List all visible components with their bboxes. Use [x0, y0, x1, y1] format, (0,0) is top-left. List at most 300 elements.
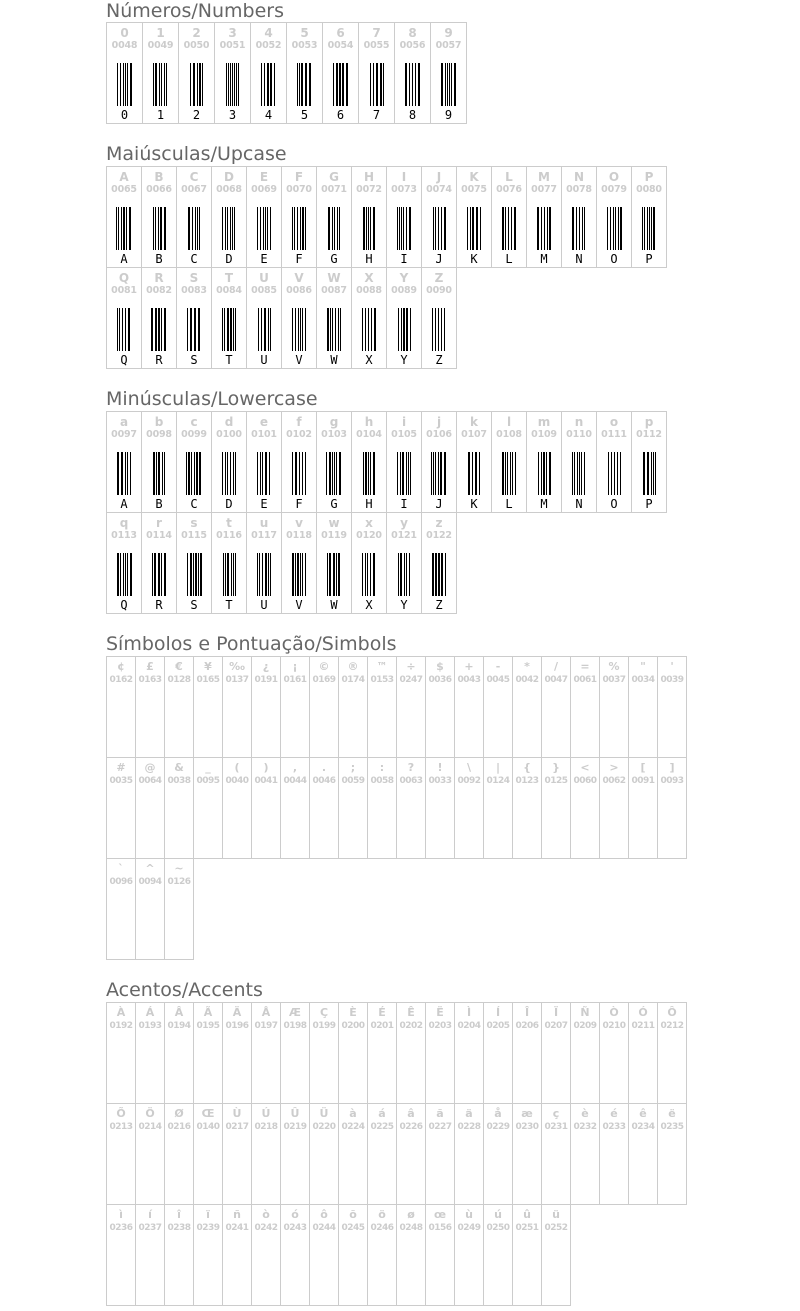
- barcode-bar: [117, 308, 118, 351]
- char-code: 0219: [283, 1122, 307, 1132]
- char-code: 0095: [196, 776, 220, 786]
- character-label: ;: [350, 761, 356, 774]
- barcode-bar: [547, 207, 548, 250]
- barcode-bar: [406, 553, 407, 596]
- barcode-bar: [305, 452, 306, 495]
- character-label: ñ: [233, 1208, 241, 1221]
- barcode-bar: [440, 452, 442, 495]
- char-code: 0205: [486, 1021, 510, 1031]
- glyph-cell: [351, 411, 387, 513]
- char-code: 0115: [181, 530, 207, 541]
- glyph-cell: [164, 656, 194, 758]
- glyph-cell: [541, 757, 571, 859]
- barcode-bar: [435, 207, 436, 250]
- barcode-bar: [121, 207, 122, 250]
- barcode-bar: [265, 207, 266, 250]
- character-label: y: [400, 516, 408, 530]
- char-code: 0108: [496, 429, 522, 440]
- char-code: 0083: [181, 285, 207, 296]
- glyph-cell: [211, 267, 247, 369]
- character-label: j: [436, 415, 442, 429]
- barcode-sample: [142, 207, 176, 250]
- char-code: 0204: [457, 1021, 481, 1031]
- barcode-bar: [125, 553, 126, 596]
- barcode-bar: [467, 207, 468, 250]
- barcode-bar: [479, 452, 480, 495]
- glyph-cell: [596, 166, 632, 268]
- barcode-sample: [422, 553, 456, 596]
- barcode-bar: [409, 63, 410, 106]
- barcode-sample: [282, 553, 316, 596]
- barcode-bar: [332, 308, 333, 351]
- barcode-bar: [415, 63, 416, 106]
- barcode-bar: [363, 452, 364, 495]
- character-label: Å: [261, 1006, 271, 1019]
- barcode-bar: [336, 452, 337, 495]
- barcode-bar: [572, 207, 574, 250]
- character-label: H: [363, 170, 375, 184]
- barcode-bar: [610, 207, 611, 250]
- barcode-bar: [613, 207, 614, 250]
- barcode-bar: [292, 553, 294, 596]
- barcode-bar: [159, 63, 160, 106]
- glyph-cell: [396, 757, 426, 859]
- barcode-bar: [230, 308, 232, 351]
- barcode-caption: 2: [192, 108, 201, 122]
- char-code: 0049: [147, 40, 174, 51]
- glyph-cell: [541, 1204, 571, 1306]
- barcode-bar: [233, 553, 234, 596]
- barcode-sample: [387, 207, 421, 250]
- barcode-sample: [142, 452, 176, 495]
- glyph-cell: [526, 411, 562, 513]
- glyph-cell: [141, 267, 177, 369]
- glyph-cell: [628, 757, 658, 859]
- glyph-cell: [512, 1002, 542, 1104]
- character-label: (: [234, 761, 240, 774]
- char-code: 0125: [544, 776, 568, 786]
- section-title-accents: Acentos/Accents: [106, 979, 263, 1001]
- barcode-bar: [161, 553, 162, 596]
- barcode-bar: [346, 63, 348, 106]
- barcode-bar: [544, 207, 545, 250]
- character-label: ¥: [204, 660, 212, 673]
- barcode-bar: [449, 63, 450, 106]
- barcode-bar: [362, 553, 363, 596]
- barcode-bar: [338, 308, 339, 351]
- barcode-caption: C: [190, 497, 198, 511]
- character-label: 1: [156, 26, 165, 40]
- glyph-cell: [386, 512, 422, 614]
- barcode-caption: D: [225, 252, 233, 266]
- character-label: ê: [639, 1107, 647, 1120]
- glyph-cell: [106, 22, 143, 124]
- character-label: ®: [347, 660, 359, 673]
- char-code: 0202: [399, 1021, 423, 1031]
- barcode-sample: [352, 452, 386, 495]
- glyph-cell: [280, 1103, 310, 1205]
- character-label: P: [644, 170, 654, 184]
- barcode-bar: [265, 553, 267, 596]
- glyph-cell: [454, 1002, 484, 1104]
- char-code: 0092: [457, 776, 481, 786]
- char-code: 0227: [428, 1122, 452, 1132]
- barcode-bar: [257, 452, 258, 495]
- character-label: 2: [192, 26, 201, 40]
- glyph-cell: [351, 166, 387, 268]
- glyph-cell: [211, 411, 247, 513]
- char-code: 0119: [321, 530, 347, 541]
- barcode-bar: [230, 452, 231, 495]
- barcode-sample: [107, 452, 141, 495]
- char-code: 0238: [167, 1223, 191, 1233]
- barcode-caption: O: [610, 497, 618, 511]
- barcode-bar: [299, 63, 300, 106]
- barcode-bar: [579, 452, 580, 495]
- barcode-bar: [192, 207, 193, 250]
- character-label: Ø: [174, 1107, 184, 1120]
- barcode-caption: F: [295, 252, 303, 266]
- barcode-bar: [472, 452, 473, 495]
- char-code: 0195: [196, 1021, 220, 1031]
- character-label: Ó: [638, 1006, 648, 1019]
- barcode-bar: [451, 63, 452, 106]
- barcode-bar: [186, 452, 187, 495]
- char-code: 0040: [225, 776, 249, 786]
- barcode-bar: [153, 452, 155, 495]
- barcode-caption: Q: [120, 598, 128, 612]
- barcode-bar: [160, 207, 162, 250]
- barcode-bar: [116, 207, 117, 250]
- glyph-cell: [367, 656, 397, 758]
- barcode-bar: [295, 308, 296, 351]
- glyph-cell: [280, 656, 310, 758]
- character-label: ?: [407, 761, 415, 774]
- char-code: 0087: [321, 285, 347, 296]
- glyph-cell: [193, 656, 223, 758]
- barcode-bar: [127, 452, 128, 495]
- barcode-bar: [257, 553, 258, 596]
- barcode-bar: [194, 452, 195, 495]
- glyph-cell: [106, 1204, 136, 1306]
- char-code: 0054: [327, 40, 354, 51]
- barcode-bar: [373, 207, 375, 250]
- glyph-cell: [657, 1103, 687, 1205]
- barcode-sample: [359, 63, 394, 106]
- glyph-cell: [367, 757, 397, 859]
- character-label: \: [466, 761, 472, 774]
- char-code: 0097: [111, 429, 137, 440]
- character-label: M: [538, 170, 550, 184]
- barcode-sample: [177, 308, 211, 351]
- barcode-bar: [647, 207, 648, 250]
- char-code: 0113: [111, 530, 137, 541]
- char-code: 0231: [544, 1122, 568, 1132]
- barcode-bar: [130, 63, 132, 106]
- barcode-bar: [476, 207, 478, 250]
- barcode-bar: [153, 207, 154, 250]
- barcode-caption: J: [435, 497, 443, 511]
- barcode-bar: [270, 63, 272, 106]
- barcode-bar: [438, 553, 440, 596]
- barcode-sample: [562, 452, 596, 495]
- barcode-bar: [410, 452, 411, 495]
- char-code: 0140: [196, 1122, 220, 1132]
- glyph-cell: [599, 757, 629, 859]
- character-label: I: [401, 170, 407, 184]
- character-label: _: [205, 761, 211, 774]
- character-label: 3: [228, 26, 237, 40]
- character-label: i: [401, 415, 407, 429]
- barcode-caption: R: [155, 353, 163, 367]
- glyph-cell: [425, 656, 455, 758]
- character-label: G: [329, 170, 339, 184]
- barcode-bar: [339, 207, 340, 250]
- barcode-caption: U: [260, 598, 268, 612]
- barcode-bar: [233, 452, 234, 495]
- barcode-bar: [200, 553, 202, 596]
- barcode-bar: [158, 308, 160, 351]
- glyph-cell: [570, 656, 600, 758]
- character-label: N: [573, 170, 585, 184]
- barcode-caption: 1: [156, 108, 165, 122]
- char-code: 0165: [196, 675, 220, 685]
- char-code: 0206: [515, 1021, 539, 1031]
- barcode-bar: [300, 308, 301, 351]
- char-code: 0226: [399, 1122, 423, 1132]
- barcode-sample: [395, 63, 430, 106]
- barcode-bar: [408, 452, 409, 495]
- character-label: ã: [436, 1107, 444, 1120]
- char-code: 0089: [391, 285, 417, 296]
- glyph-cell: [338, 1103, 368, 1205]
- barcode-caption: H: [365, 497, 373, 511]
- char-code: 0104: [356, 429, 382, 440]
- barcode-bar: [649, 207, 650, 250]
- barcode-bar: [335, 308, 336, 351]
- character-label: <: [580, 761, 590, 774]
- barcode-bar: [225, 553, 226, 596]
- barcode-bar: [260, 207, 261, 250]
- barcode-bar: [191, 452, 192, 495]
- char-code: 0069: [251, 184, 277, 195]
- barcode-bar: [268, 553, 269, 596]
- barcode-caption: Y: [400, 598, 408, 612]
- barcode-sample: [177, 553, 211, 596]
- char-code: 0213: [109, 1122, 133, 1132]
- barcode-bar: [332, 207, 333, 250]
- character-label: ä: [465, 1107, 473, 1120]
- barcode-caption: G: [330, 497, 338, 511]
- barcode-sample: [457, 207, 491, 250]
- barcode-bar: [403, 308, 405, 351]
- glyph-cell: [142, 22, 179, 124]
- barcode-bar: [541, 207, 542, 250]
- char-code: 0126: [167, 877, 191, 887]
- barcode-bar: [194, 308, 196, 351]
- barcode-bar: [615, 207, 616, 250]
- glyph-cell: [280, 757, 310, 859]
- character-label: >: [609, 761, 619, 774]
- section-title-lowercase: Minúsculas/Lowercase: [106, 388, 318, 410]
- glyph-cell: [211, 166, 247, 268]
- barcode-bar: [125, 63, 126, 106]
- character-label: À: [116, 1006, 126, 1019]
- character-label: Î: [524, 1006, 530, 1019]
- barcode-bar: [366, 207, 367, 250]
- glyph-cell: [483, 1103, 513, 1205]
- glyph-cell: [141, 411, 177, 513]
- character-label: £: [146, 660, 154, 673]
- glyph-cell: [425, 757, 455, 859]
- barcode-bar: [130, 452, 131, 495]
- barcode-bar: [126, 207, 127, 250]
- barcode-bar: [329, 452, 331, 495]
- barcode-bar: [155, 207, 156, 250]
- glyph-cell: [135, 1002, 165, 1104]
- barcode-caption: K: [470, 252, 478, 266]
- barcode-bar: [339, 63, 341, 106]
- char-code: 0042: [515, 675, 539, 685]
- barcode-bar: [454, 63, 456, 106]
- barcode-bar: [305, 308, 306, 351]
- glyph-cell: [561, 166, 597, 268]
- glyph-cell: [512, 757, 542, 859]
- char-code: 0235: [660, 1122, 684, 1132]
- barcode-bar: [574, 452, 575, 495]
- barcode-caption: K: [470, 497, 478, 511]
- barcode-bar: [164, 553, 166, 596]
- barcode-bar: [441, 553, 443, 596]
- glyph-cell: [483, 656, 513, 758]
- glyph-cell: [367, 1204, 397, 1306]
- glyph-cell: [193, 1002, 223, 1104]
- character-label: Á: [145, 1006, 155, 1019]
- glyph-cell: [176, 166, 212, 268]
- barcode-caption: R: [155, 598, 163, 612]
- char-code: 0224: [341, 1122, 365, 1132]
- barcode-bar: [475, 452, 477, 495]
- barcode-caption: U: [260, 353, 268, 367]
- barcode-bar: [400, 553, 402, 596]
- barcode-caption: J: [435, 252, 443, 266]
- barcode-bar: [193, 553, 194, 596]
- character-label: F: [294, 170, 304, 184]
- barcode-bar: [151, 308, 153, 351]
- character-label: W: [327, 271, 341, 285]
- barcode-bar: [334, 207, 335, 250]
- char-code: 0169: [312, 675, 336, 685]
- character-label: ù: [465, 1208, 473, 1221]
- glyph-cell: [309, 757, 339, 859]
- char-code: 0099: [181, 429, 207, 440]
- character-label: #: [116, 761, 126, 774]
- character-label: ©: [318, 660, 330, 673]
- barcode-bar: [300, 553, 301, 596]
- barcode-sample: [212, 207, 246, 250]
- barcode-bar: [199, 207, 200, 250]
- character-label: +: [464, 660, 474, 673]
- barcode-bar: [441, 207, 442, 250]
- char-code: 0093: [660, 776, 684, 786]
- glyph-cell: [396, 1204, 426, 1306]
- character-label: î: [177, 1208, 181, 1221]
- char-code: 0052: [255, 40, 282, 51]
- barcode-sample: [492, 207, 526, 250]
- character-label: D: [224, 170, 234, 184]
- barcode-bar: [305, 207, 306, 250]
- char-code: 0055: [363, 40, 390, 51]
- barcode-bar: [227, 207, 228, 250]
- barcode-bar: [398, 553, 399, 596]
- barcode-bar: [538, 452, 539, 495]
- character-label: `: [118, 862, 124, 875]
- glyph-cell: [135, 1103, 165, 1205]
- character-label: f: [296, 415, 302, 429]
- barcode-caption: 8: [408, 108, 417, 122]
- glyph-cell: [570, 1002, 600, 1104]
- char-code: 0037: [602, 675, 626, 685]
- char-code: 0072: [356, 184, 382, 195]
- glyph-cell: [351, 267, 387, 369]
- barcode-caption: Y: [400, 353, 408, 367]
- glyph-cell: [309, 1002, 339, 1104]
- glyph-cell: [657, 757, 687, 859]
- char-code: 0096: [109, 877, 133, 887]
- barcode-bar: [515, 452, 516, 495]
- barcode-bar: [197, 207, 198, 250]
- character-label: Ï: [553, 1006, 559, 1019]
- barcode-caption: S: [190, 598, 198, 612]
- char-code: 0088: [356, 285, 382, 296]
- barcode-bar: [166, 63, 167, 106]
- glyph-cell: [396, 656, 426, 758]
- character-label: Æ: [289, 1006, 301, 1019]
- barcode-bar: [261, 63, 262, 106]
- barcode-bar: [618, 207, 619, 250]
- barcode-caption: Z: [435, 353, 443, 367]
- glyph-cell: [386, 411, 422, 513]
- character-label: u: [259, 516, 269, 530]
- char-code: 0039: [660, 675, 684, 685]
- char-code: 0137: [225, 675, 249, 685]
- barcode-sample: [282, 207, 316, 250]
- char-code: 0124: [486, 776, 510, 786]
- character-label: m: [537, 415, 551, 429]
- barcode-bar: [123, 207, 125, 250]
- barcode-bar: [614, 452, 615, 495]
- character-label: é: [610, 1107, 618, 1120]
- character-label: t: [226, 516, 232, 530]
- char-code: 0100: [216, 429, 242, 440]
- char-code: 0128: [167, 675, 191, 685]
- barcode-bar: [327, 553, 328, 596]
- char-code: 0109: [531, 429, 557, 440]
- char-code: 0207: [544, 1021, 568, 1031]
- character-label: è: [581, 1107, 589, 1120]
- character-label: k: [470, 415, 478, 429]
- barcode-bar: [305, 553, 306, 596]
- char-code: 0101: [251, 429, 277, 440]
- char-code: 0116: [216, 530, 242, 541]
- glyph-cell: [106, 411, 142, 513]
- barcode-bar: [187, 308, 188, 351]
- barcode-bar: [158, 452, 160, 495]
- barcode-bar: [383, 63, 384, 106]
- character-label: Â: [174, 1006, 184, 1019]
- char-code: 0251: [515, 1223, 539, 1233]
- barcode-bar: [119, 308, 120, 351]
